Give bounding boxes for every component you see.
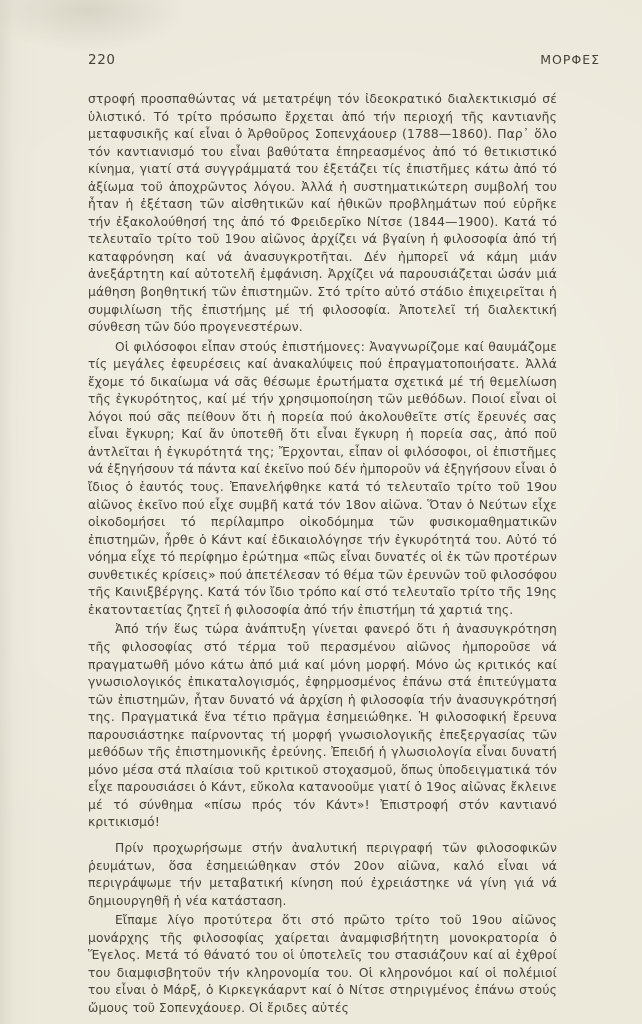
paragraph-4: Πρίν προχωρήσωμε στήν ἀναλυτική περιγραφή τῶν φιλοσοφικῶν ῥευμάτων, ὅσα ἐσημειώθηκαν στόν 20ον αἰῶνα, καλό εἶναι νά περιγράψωμε τήν μεταβατική κίνηση πού ἐχρειάστηκε νά γίνη γιά νά δημιουργηθῆ ἡ νέα κατάσταση. bbox=[88, 840, 557, 908]
page-header bbox=[0, 0, 642, 68]
page-number: 220 bbox=[88, 52, 116, 68]
paragraph-2: Οἱ φιλόσοφοι εἶπαν στούς ἐπιστήμονες: Ἀναγνωρίζομε καί θαυμάζομε τίς μεγάλες ἐφευρέσεις καί ἀνακαλύψεις πού ἐπραγματοποιήσατε. Ἀλλά ἔχομε τό δικαίωμα νά σᾶς θέσωμε ἐρωτήματα σχετικά μέ τή θεμελίωση τῆς ἐγκυρότητος, καί μέ τήν χρησιμοποίηση τῶν μεθόδων. Ποιοί εἶναι οἱ λόγοι πού σᾶς πείθουν ὅτι ἡ πορεία πού ἀκολουθεῖτε στίς ἔρευνές σας εἶναι ἔγκυρη; Καί ἄν ὑποτεθῆ ὅτι εἶναι ἔγκυρη ἡ πορεία σας, ἀπό ποῦ ἀντλεῖται ἡ ἐγκυρότητά της; Ἔρχονται, εἶπαν οἱ φιλόσοφοι, οἱ ἐπιστῆμες νά ἐξηγήσουν τά πάντα καί ἐκεῖνο πού δέν ἠμποροῦν νά ἐξηγήσουν εἶναι ὁ ἴδιος ὁ ἑαυτός τους. Ἐπανελήφθηκε κατά τό τελευταῖο τρίτο τοῦ 19ου αἰῶνος ἐκεῖνο πού εἶχε συμβῆ κατά τόν 18ον αἰῶνα. Ὅταν ὁ Νεύτων εἶχε οἰκοδομήσει τό περίλαμπρο οἰκοδόμημα τῶν φυσικομαθηματικῶν ἐπιστημῶν, ἦρθε ὁ Κάντ καί ἐδικαιολόγησε τήν ἐγκυρότητά του. Αὐτό τό νόημα εἶχε τό περίφημο ἐρώτημα «πῶς εἶναι δυνατές οἱ ἐκ τῶν προτέρων συνθετικές κρίσεις» πού ἀπετέλεσαν τό θέμα τῶν ἐρευνῶν τοῦ φιλοσόφου τῆς Καινιξβέργης. Κατά τόν ἴδιο τρόπο καί στό τελευταῖο τρίτο τῆς 19ης ἑκατονταετίας ζητεῖ ἡ φιλοσοφία ἀπό τήν ἐπιστήμη τά χαρτιά της. bbox=[88, 339, 557, 617]
paragraph-5: Εἴπαμε λίγο προτύτερα ὅτι στό πρῶτο τρίτο τοῦ 19ου αἰῶνος μονάρχης τῆς φιλοσοφίας χαίρεται ἀναμφισβήτητη μονοκρατορία ὁ Ἕγελος. Μετά τό θάνατό του οἱ ὑποτελεῖς του στασιάζουν καί αἱ ἐχθροί του διαμφισβητοῦν τήν κληρονομία του. Οἱ κληρονόμοι καί οἱ πολέμιοί του εἶναι ὁ Μάρξ, ὁ Κιρκεγκάαρντ καί ὁ Νίτσε στηριγμένος ἐπάνω στούς ὤμους τοῦ Σοπενχάουερ. Οἱ ἔριδες αὐτές bbox=[88, 913, 557, 1015]
running-title: ΜΟΡΦΕΣ bbox=[540, 52, 600, 67]
body-text bbox=[0, 68, 642, 1017]
paragraph-3: Ἀπό τήν ἕως τώρα ἀνάπτυξη γίνεται φανερό ὅτι ἡ ἀνασυγκρότηση τῆς φιλοσοφίας στό τέρμα τοῦ περασμένου αἰῶνος ἠμποροῦσε νά πραγματωθῆ μόνο κάτω ἀπό μιά καί μόνη μορφή. Μόνο ὡς κριτικός καί γνωσιολογικός ἐπικαταλογισμός, ἐφηρμοσμένος ἐπάνω στά ἐπιτεύγματα τῶν ἐπιστημῶν, ἦταν δυνατό νά ἀρχίση ἡ φιλοσοφία τήν ἀνασυγκρότησή της. Πραγματικά ἕνα τέτιο πρᾶγμα ἐσημειώθηκε. Ἡ φιλοσοφική ἔρευνα παρουσιάστηκε παίρνοντας τή μορφή γνωσιολογικῆς ἐπεξεργασίας τῶν μεθόδων τῆς ἐπιστημονικῆς ἐρεύνης. Ἐπειδή ἡ γλωσιολογία εἶναι δυνατή μόνο μέσα στά πλαίσια τοῦ κριτικοῦ στοχασμοῦ, ὅπως ὑποδειγματικά τόν εἶχε παρουσιάσει ὁ Κάντ, εὔκολα κατανοοῦμε γιατί ὁ 19ος αἰῶνας ἔκλεινε μέ τό σύνθημα «πίσω πρός τόν Κάντ»! Ἐπιστροφή στόν καντιανό κριτικισμό! bbox=[88, 622, 557, 830]
paragraph-1: στροφή προσπαθώντας νά μετατρέψη τόν ἰδεοκρατικό διαλεκτικισμό σέ ὑλιστικό. Τό τρίτο πρόσωπο ἔρχεται ἀπό τήν περιοχή τῆς καντιανῆς μεταφυσικῆς καί εἶναι ὁ Ἀρθοῦρος Σοπενχάουερ (1788—1860). Παρ᾽ ὅλο τόν καντιανισμό του εἶναι βαθύτατα ἐπηρεασμένος ἀπό τό θετικιστικό κίνημα, γιατί στά συγγράμματά του ἐξετάζει τίς ἐπιστῆμες κάτω ἀπό τό ἀξίωμα τοῦ ἀποχρῶντος λόγου. Ἀλλά ἡ συστηματικώτερη συμβολή του ἦταν ἡ ἐξέταση τῶν αἰσθητικῶν καί ἠθικῶν προβλημάτων πού εὑρῆκε τήν ἐξακολούθησή της ἀπό τό Φρειδερῖκο Νίτσε (1844—1900). Κατά τό τελευταῖο τρίτο τοῦ 19ου αἰῶνος ἀρχίζει νά βγαίνη ἡ φιλοσοφία ἀπό τή καταφρόνηση καί νά ἀνασυγκροτῆται. Δέν ἠμπορεῖ νά κάμη μιάν ἀνεξάρτητη καί αὐτοτελῆ ἐμφάνιση. Ἀρχίζει νά παρουσιάζεται ὡσάν μιά μάθηση βοηθητική τῶν ἐπιστημῶν. Στό τρίτο αὐτό στάδιο ἐπιχειρεῖται ἡ συμφιλίωση τῆς ἐπιστήμης μέ τή φιλοσοφία. Ἀποτελεῖ τή διαλεκτική σύνθεση τῶν δύο προγενεστέρων. bbox=[88, 92, 557, 335]
